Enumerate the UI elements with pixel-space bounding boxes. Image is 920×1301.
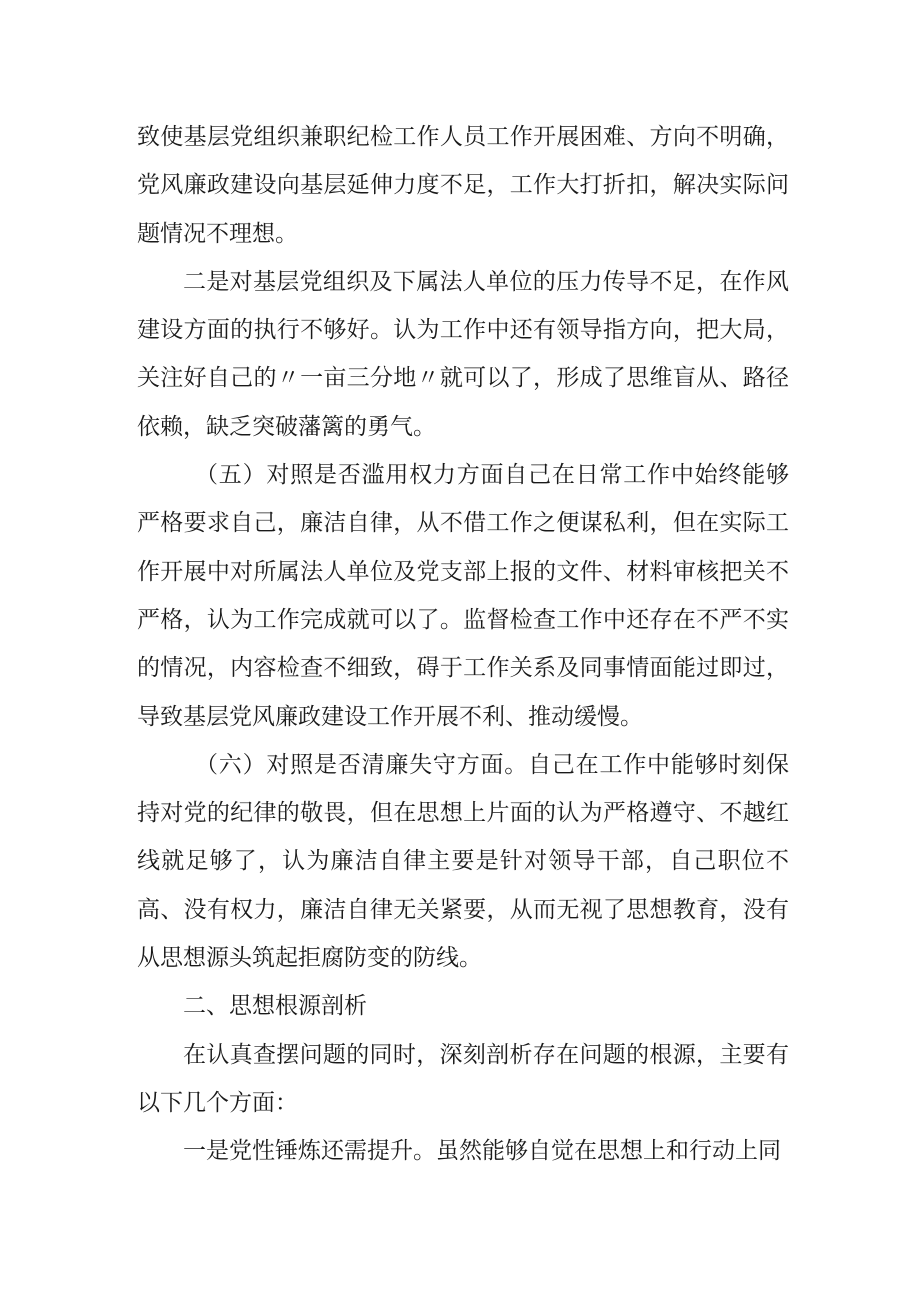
paragraph-root-cause-intro: 在认真查摆问题的同时，深刻剖析存在问题的根源，主要有以下几个方面： <box>137 1041 789 1116</box>
section-heading-root-cause: 二、思想根源剖析 <box>183 993 367 1020</box>
paragraph-section-five: （五）对照是否滥用权力方面自己在日常工作中始终能够严格要求自己，廉洁自律，从不借工作之便谋私利，但在实际工作开展中对所属法人单位及党支部上报的文件、材料审核把关不严格，认为工作完成就可以了。监督检查工作中还存在不严不实的情况，内容检查不细致，碍于工作关系及同事情面能过即过，导致基层党风廉政建设工作开展不利、推动缓慢。 <box>137 462 789 730</box>
paragraph-section-six: （六）对照是否清廉失守方面。自己在工作中能够时刻保持对党的纪律的敬畏，但在思想上片面的认为严格遵守、不越红线就足够了，认为廉洁自律主要是针对领导干部，自己职位不高、没有权力，廉洁自律无关紧要，从而无视了思想教育，没有从思想源头筑起拒腐防变的防线。 <box>137 751 789 972</box>
paragraph-pressure-transmission: 二是对基层党组织及下属法人单位的压力传导不足，在作风建设方面的执行不够好。认为工作中还有领导指方向，把大局，关注好自己的〃一亩三分地〃就可以了，形成了思维盲从、路径依赖，缺乏突破藩篱的勇气。 <box>137 268 789 440</box>
document-body <box>137 113 789 1176</box>
paragraph-continuation: 致使基层党组织兼职纪检工作人员工作开展困难、方向不明确，党风廉政建设向基层延伸力度不足，工作大打折扣，解决实际问题情况不理想。 <box>137 124 789 247</box>
paragraph-party-spirit: 一是党性锤炼还需提升。虽然能够自觉在思想上和行动上同 <box>183 1138 781 1165</box>
